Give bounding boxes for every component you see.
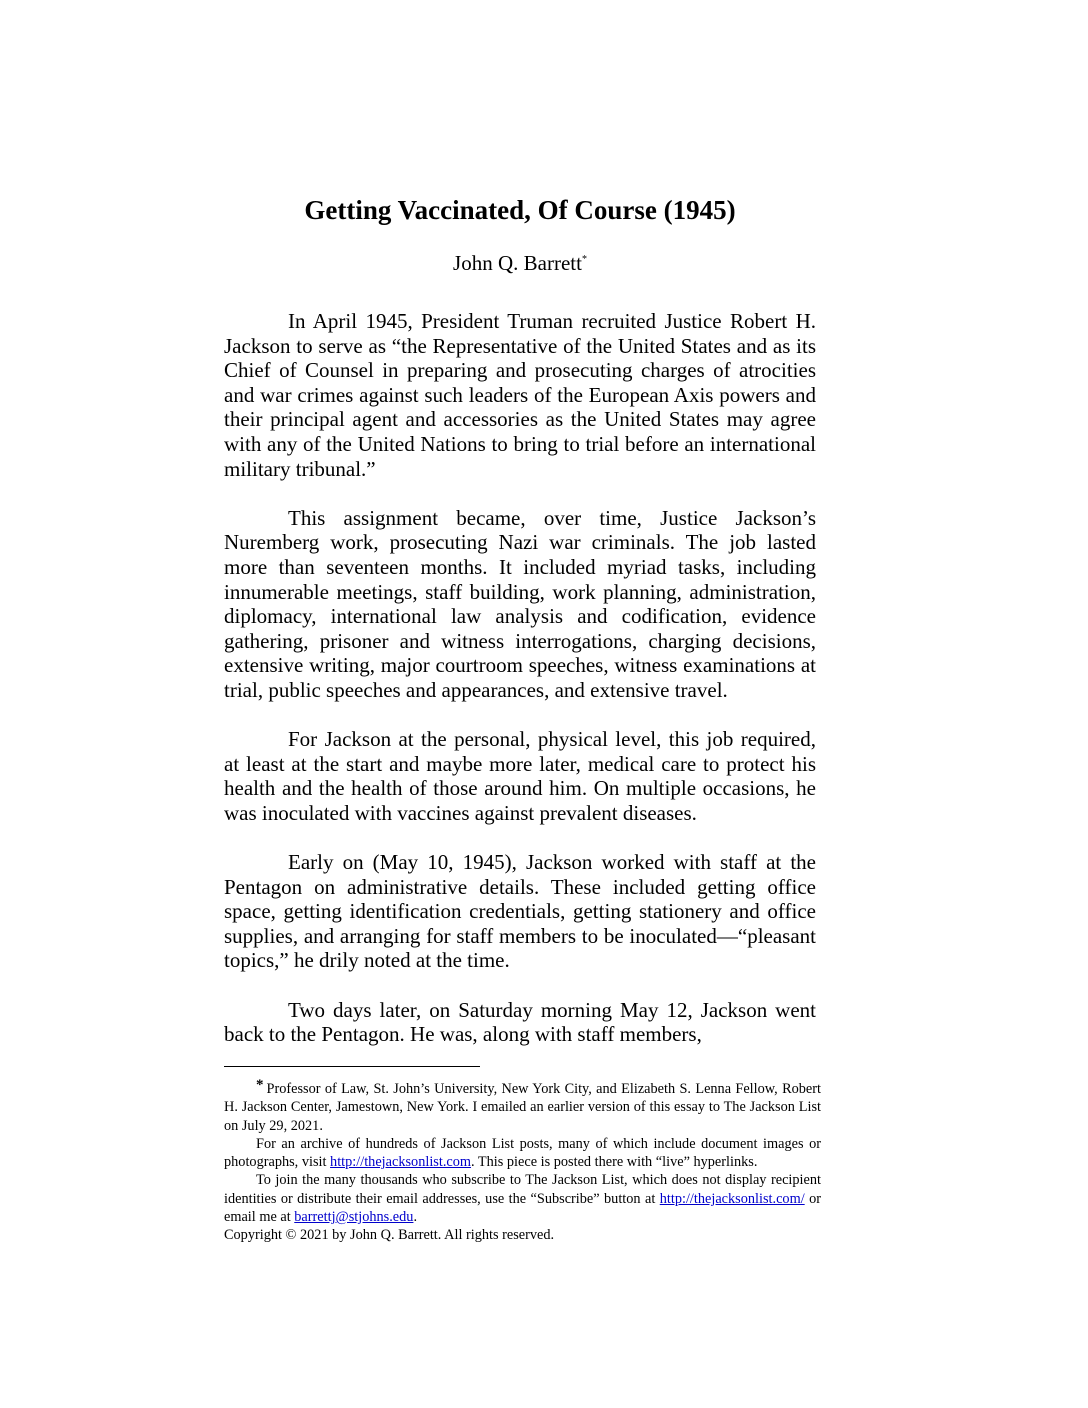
author-footnote-mark: * xyxy=(581,254,587,265)
footnote-separator xyxy=(224,1066,480,1067)
footnote-paragraph-3 xyxy=(224,1171,821,1226)
document-title: Getting Vaccinated, Of Course (1945) xyxy=(304,195,736,225)
footnote-mark: * xyxy=(256,1077,264,1093)
author-line xyxy=(0,249,1040,277)
paragraph-5: Two days later, on Saturday morning May 12, Jackson went back to the Pentagon. He was, along with staff members, xyxy=(224,997,816,1047)
footnote-paragraph-2 xyxy=(224,1135,821,1172)
footnote-text-2a: For an archive of hundreds of Jackson List posts, many of which include document images or photographs, visit xyxy=(224,1135,821,1171)
paragraph-4: Early on (May 10, 1945), Jackson worked with staff at the Pentagon on administrative details. These included getting office space, getting identification credentials, getting stationery and office supplies, and arranging for staff members to be inoculated—“pleasant topics,” he drily noted at the time. xyxy=(224,850,816,973)
paragraph-1: In April 1945, President Truman recruited Justice Robert H. Jackson to serve as “the Representative of the United States and as its Chief of Counsel in preparing and prosecuting charges of atrocities and war crimes against such leaders of the European Axis powers and their principal agent and accessories as the United States may agree with any of the United Nations to bring to trial before an international military tribunal.” xyxy=(224,309,816,481)
subscribe-link[interactable]: http://thejacksonlist.com/ xyxy=(659,1190,805,1207)
archive-link[interactable]: http://thejacksonlist.com xyxy=(330,1154,472,1171)
footnote-paragraph-1 xyxy=(224,1077,821,1135)
author-name: John Q. Barrett xyxy=(453,251,582,275)
copyright-notice: Copyright © 2021 by John Q. Barrett. All rights reserved. xyxy=(224,1227,555,1244)
paragraph-3: For Jackson at the personal, physical level, this job required, at least at the start and maybe more later, medical care to protect his health and the health of those around him. On multiple occasions, he was inoculated with vaccines against prevalent diseases. xyxy=(224,727,816,825)
footnotes xyxy=(224,1077,822,1245)
footnote-text-2b: . This piece is posted there with “live” hyperlinks. xyxy=(471,1154,758,1171)
footnote-text-3a: To join the many thousands who subscribe to The Jackson List, which does not display recipient identities or distribute their email addresses, use the “Subscribe” button at xyxy=(224,1172,821,1207)
footnote-text-3b: or email me at xyxy=(224,1190,822,1226)
paragraph-2: This assignment became, over time, Justice Jackson’s Nuremberg work, prosecuting Nazi war criminals. The job lasted more than seventeen months. It included myriad tasks, including innumerable meetings, staff building, work planning, administration, diplomacy, international law analysis and codification, evidence gathering, prisoner and witness interrogations, charging decisions, extensive writing, major courtroom speeches, witness examinations at trial, public speeches and appearances, and extensive travel. xyxy=(224,505,816,702)
footnote-text-3c: . xyxy=(413,1209,418,1226)
body-text xyxy=(224,309,816,1047)
email-link[interactable]: barrettj@stjohns.edu xyxy=(294,1209,414,1226)
footnote-text-1: Professor of Law, St. John’s University, New York City, and Elizabeth S. Lenna Fellow, Robert H. Jackson Center, Jamestown, New York. I emailed an earlier version of this essay to The Jackson List on July 29, 2021. xyxy=(224,1081,821,1134)
